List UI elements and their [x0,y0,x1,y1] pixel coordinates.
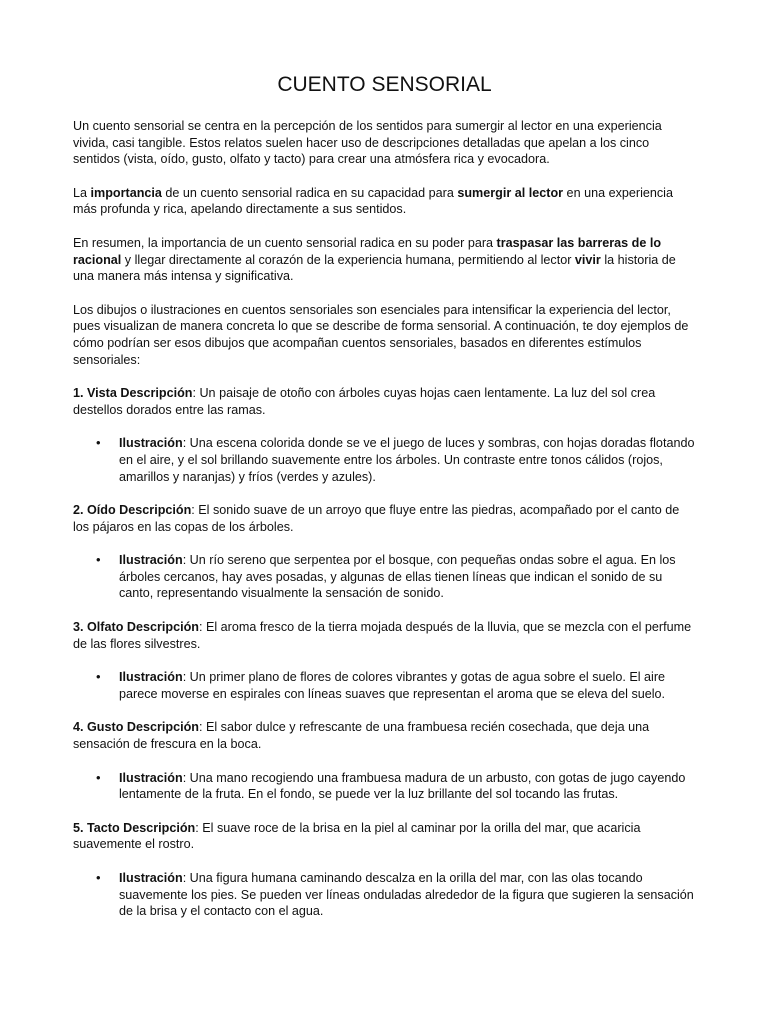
sense-heading: 5. Tacto Descripción [73,820,196,835]
illustration-text: : Un primer plano de flores de colores vibrantes y gotas de agua sobre el suelo. El aire parece moverse en espirales con líneas suaves que representan el aroma que se eleva del suelo. [119,670,666,701]
sense-description: : El sabor dulce y refrescante de una frambuesa recién cosechada, que deja una sensación de frescura en la boca. [73,720,650,752]
illustration-list [73,552,696,602]
bullet-icon: • [96,669,101,685]
sense-description: : El sonido suave de un arroyo que fluye entre las piedras, acompañado por el canto de los pájaros en las copas de los árboles. [73,503,680,534]
illustration-text: : Un río sereno que serpentea por el bosque, con pequeñas ondas sobre el agua. En los árboles cercanos, hay aves posadas, y algunas de ellas tienen líneas que indican el sonido de su canto, representando visualmente la sensación de sonido. [119,553,676,601]
list-item [96,870,696,920]
importance-bold-2: sumergir al lector [457,185,564,200]
list-item [96,435,696,485]
importance-text-2: de un cuento sensorial radica en su capacidad para [161,185,458,200]
sense-vista-paragraph [73,385,696,418]
illustration-list [73,870,696,920]
bullet-icon: • [96,769,101,785]
summary-bold-1: traspasar las barreras de lo racional [73,235,662,267]
illustration-label: Ilustración [119,871,183,885]
illustration-list [73,435,696,485]
list-item [96,769,696,803]
list-item [96,552,696,602]
illustration-label: Ilustración [119,436,183,451]
illustration-list [73,770,696,803]
sense-gusto-paragraph [73,719,696,752]
illustration-list [73,669,696,702]
page-title: CUENTO SENSORIAL [277,73,492,96]
sense-heading: 1. Vista Descripción [73,386,193,401]
bullet-icon: • [96,870,101,885]
illustration-label: Ilustración [119,770,183,785]
summary-paragraph [73,235,696,285]
list-item [96,669,696,702]
summary-bold-2: vivir [574,252,601,267]
sense-tacto-paragraph [73,820,696,853]
drawings-intro-paragraph: Los dibujos o ilustraciones en cuentos sensoriales son esenciales para intensificar la experiencia del lector, pues visualizan de manera concreta lo que se describe de forma sensorial. A continuación, te doy ejemplos de cómo podrían ser esos dibujos que acompañan cuentos sensoriales, basados en diferentes estímulos sensoriales: [73,302,689,367]
sense-heading: 3. Olfato Descripción [73,620,199,635]
illustration-label: Ilustración [119,553,183,568]
summary-text-1: En resumen, la importancia de un cuento sensorial radica en su poder para [73,235,497,250]
sense-heading: 2. Oído Descripción [73,503,192,518]
importance-bold-1: importancia [90,185,162,200]
bullet-icon: • [96,552,101,568]
sense-description: : El aroma fresco de la tierra mojada después de la lluvia, que se mezcla con el perfume de las flores silvestres. [73,620,692,651]
illustration-text: : Una escena colorida donde se ve el juego de luces y sombras, con hojas doradas flotando en el aire, y el sol brillando suavemente entre los árboles. Un contraste entre tonos cálidos (rojos, amarillos y naranjas) y fríos (verdes y azules). [119,436,695,484]
summary-text-3: la historia de una manera más intensa y significativa. [73,252,676,284]
sense-oido-paragraph [73,502,696,535]
sense-olfato-paragraph [73,619,696,652]
illustration-label: Ilustración [119,670,183,685]
importance-text-3: en una experiencia más profunda y rica, apelando directamente a sus sentidos. [73,185,673,217]
importance-paragraph [73,185,696,218]
sense-heading: 4. Gusto Descripción [73,720,199,735]
illustration-text: : Una figura humana caminando descalza en la orilla del mar, con las olas tocando suavemente los pies. Se pueden ver líneas onduladas alrededor de la figura que sugieren la sensación de la brisa y el contacto con el agua. [119,871,694,919]
illustration-text: : Una mano recogiendo una frambuesa madura de un arbusto, con gotas de jugo cayendo lentamente de la fruta. En el fondo, se puede ver la luz brillante del sol tocando las frutas. [119,770,686,802]
sense-description: : Un paisaje de otoño con árboles cuyas hojas caen lentamente. La luz del sol crea destellos dorados entre las ramas. [73,386,656,417]
importance-text-1: La [73,185,91,200]
summary-text-2: y llegar directamente al corazón de la experiencia humana, permitiendo al lector [121,252,575,267]
sense-description: : El suave roce de la brisa en la piel al caminar por la orilla del mar, que acaricia suavemente el rostro. [73,820,641,852]
bullet-icon: • [96,435,101,451]
intro-paragraph: Un cuento sensorial se centra en la percepción de los sentidos para sumergir al lector en una experiencia vivida, casi tangible. Estos relatos suelen hacer uso de descripciones detalladas que apelan a los cinco sentidos (vista, oído, gusto, olfato y tacto) para crear una atmósfera rica y evocadora. [73,119,662,167]
